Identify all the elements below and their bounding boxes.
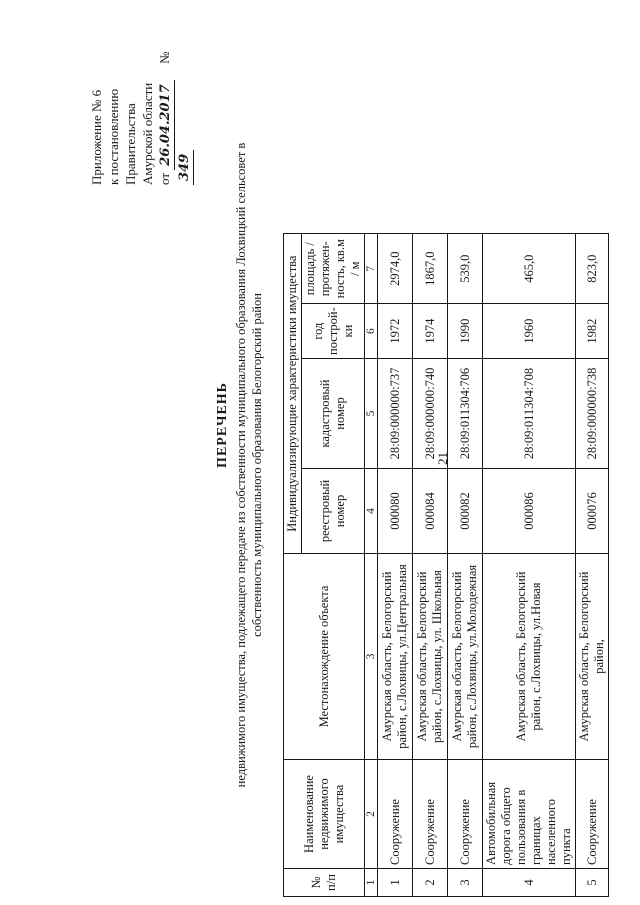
index-cell: 3 [365,554,378,760]
cell-num: 3 [448,869,483,897]
date-prefix: от [157,172,172,185]
appendix-line3: Амурской области [140,82,155,185]
page-number: 21 [435,452,450,465]
table-row [413,234,448,897]
cell-area: 2974,0 [378,234,413,304]
cell-reg: 000086 [483,469,576,554]
cell-num: 4 [483,869,576,897]
cell-name: Сооружение [413,760,448,869]
cell-reg: 000080 [378,469,413,554]
document-subtitle [233,65,265,865]
cell-cad: 28:09:000000:737 [378,359,413,469]
cell-area: 1867,0 [413,234,448,304]
subtitle-line1: недвижимого имущества, подлежащего передаче из собственности муниципального образования Лохвицкий сельсовет в [234,142,248,788]
header-row-1 [284,234,302,897]
cell-reg: 000076 [576,469,609,554]
appendix-line2: к постановлению Правительства [106,88,138,185]
index-cell: 1 [365,869,378,897]
header-characteristics: Индивидуализирующие характеристики имущества [284,234,302,554]
document-title: ПЕРЕЧЕНЬ [215,382,230,468]
appendix-line1: Приложение № 6 [89,89,104,185]
cell-cad: 28:09:011304:706 [448,359,483,469]
cell-name: Автомобильная дорога общего пользования в границах населенного пункта [483,760,576,869]
header-year: год построй-ки [302,304,365,359]
handwritten-date: 26.04.2017 [157,80,175,169]
cell-num: 1 [378,869,413,897]
cell-year: 1972 [378,304,413,359]
subtitle-line2: собственность муниципального образования Белогорский район [250,293,264,637]
cell-location: Амурская область, Белогорский район, [576,554,609,760]
cell-num: 2 [413,869,448,897]
index-cell: 4 [365,469,378,554]
index-row [365,234,378,897]
header-location: Местонахождение объекта [284,554,365,760]
handwritten-number: 349 [176,150,194,185]
table-row [483,234,576,897]
header-area: площадь / протяжен-ность, кв.м / м [302,234,365,304]
cell-reg: 000084 [413,469,448,554]
appendix-block [88,15,194,185]
cell-location: Амурская область, Белогорский район, с.Лохвицы, ул.Новая [483,554,576,760]
cell-area: 465,0 [483,234,576,304]
table-row [448,234,483,897]
number-prefix: № [157,51,172,64]
cell-cad: 28:09:011304:708 [483,359,576,469]
index-cell: 7 [365,234,378,304]
header-name: Наименование недвижимого имущества [284,760,365,869]
header-reg: реестровый номер [302,469,365,554]
cell-area: 539,0 [448,234,483,304]
cell-location: Амурская область, Белогорский район, с.Лохвицы, ул.Молодежная [448,554,483,760]
cell-year: 1982 [576,304,609,359]
cell-area: 823,0 [576,234,609,304]
cell-year: 1960 [483,304,576,359]
cell-name: Сооружение [448,760,483,869]
index-cell: 2 [365,760,378,869]
appendix-date-line [156,15,194,185]
header-cad: кадастровый номер [302,359,365,469]
cell-year: 1974 [413,304,448,359]
cell-name: Сооружение [576,760,609,869]
cell-year: 1990 [448,304,483,359]
cell-name: Сооружение [378,760,413,869]
header-num: № п/п [284,869,365,897]
table-row [576,234,609,897]
cell-cad: 28:09:000000:740 [413,359,448,469]
index-cell: 6 [365,304,378,359]
cell-reg: 000082 [448,469,483,554]
cell-cad: 28:09:000000:738 [576,359,609,469]
table-row [378,234,413,897]
property-table [283,233,609,897]
index-cell: 5 [365,359,378,469]
cell-location: Амурская область, Белогорский район, с.Лохвицы, ул.Центральная [378,554,413,760]
cell-location: Амурская область, Белогорский район, с.Лохвицы, ул. Школьная [413,554,448,760]
cell-num: 5 [576,869,609,897]
